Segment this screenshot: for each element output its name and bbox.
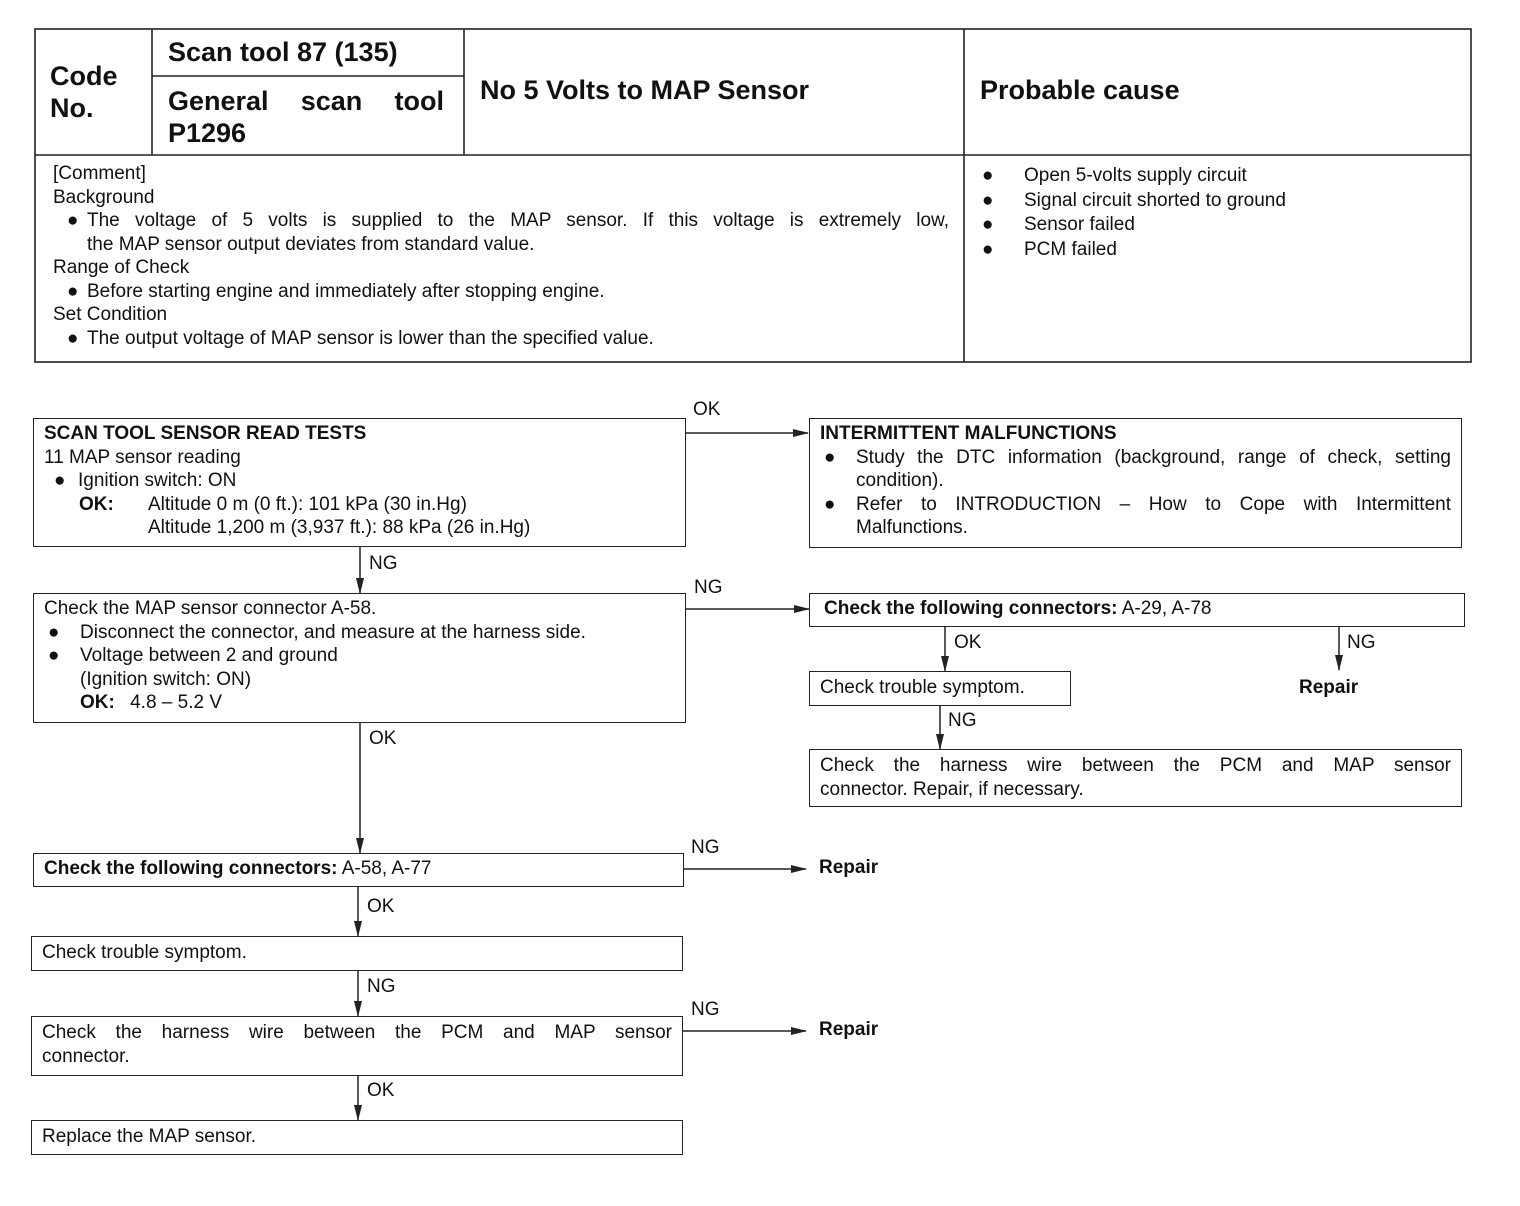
replace-map-sensor-text: Replace the MAP sensor. xyxy=(42,1126,257,1147)
left-trouble-symptom-text: Check trouble symptom. xyxy=(42,942,247,963)
ok-voltage-range: 4.8 – 5.2 V xyxy=(130,692,223,713)
scan-read-title: SCAN TOOL SENSOR READ TESTS xyxy=(44,423,367,444)
bullet: ● xyxy=(67,210,79,231)
ok-altitude-0: Altitude 0 m (0 ft.): 101 kPa (30 in.Hg) xyxy=(148,493,467,515)
right-repair: Repair xyxy=(1299,677,1359,698)
left-repair-1: Repair xyxy=(819,857,879,878)
bullet: ● xyxy=(54,470,66,491)
scan-tool-code: Scan tool 87 (135) xyxy=(168,37,398,67)
range-text: Before starting engine and immediately after stopping engine. xyxy=(87,280,605,302)
right-harness-wire-box xyxy=(809,749,1462,807)
connector-check-item-1 xyxy=(44,621,675,645)
scan-read-condition-text: Ignition switch: ON xyxy=(78,470,237,491)
general-scan-tool-code: General scan tool P1296 xyxy=(168,86,444,148)
connector-check-ok xyxy=(44,691,675,715)
label-ng: NG xyxy=(691,999,720,1020)
ok-label: OK: xyxy=(80,692,115,713)
bullet: ● xyxy=(982,214,994,235)
background-line-1: The voltage of 5 volts is supplied to the MAP sensor. If this voltage is extremely low, xyxy=(87,210,949,231)
label-ok: OK xyxy=(693,399,721,420)
label-ng: NG xyxy=(948,710,977,731)
connector-check-item-2 xyxy=(44,644,675,668)
ok-altitude-1200: Altitude 1,200 m (3,937 ft.): 88 kPa (26 in.Hg) xyxy=(148,517,531,538)
cause-text: Signal circuit shorted to ground xyxy=(1024,189,1286,211)
intermittent-item-2 xyxy=(820,493,1451,540)
bullet: ● xyxy=(48,645,60,666)
left-harness-wire-box xyxy=(31,1016,683,1076)
background-line-2: the MAP sensor output deviates from standard value. xyxy=(87,233,535,255)
probable-cause-heading: Probable cause xyxy=(980,75,1180,105)
connector-check-item-2-sub: (Ignition switch: ON) xyxy=(80,668,252,690)
label-ok: OK xyxy=(367,896,395,917)
cause-text: Open 5-volts supply circuit xyxy=(1024,165,1247,186)
label-ng: NG xyxy=(369,553,398,574)
intermittent-title: INTERMITTENT MALFUNCTIONS xyxy=(820,423,1117,444)
scan-read-ok-line-1 xyxy=(44,493,675,517)
replace-map-sensor-box xyxy=(31,1120,683,1155)
bullet: ● xyxy=(824,446,836,468)
intermittent-item-1-line-1: Study the DTC information (background, range of check, setting xyxy=(856,446,1451,468)
connector-check-item-2-text: Voltage between 2 and ground xyxy=(80,645,338,666)
bullet: ● xyxy=(48,621,60,643)
label-ok: OK xyxy=(954,632,982,653)
left-harness-line-2: connector. xyxy=(42,1045,130,1067)
range-heading: Range of Check xyxy=(53,257,190,278)
connector-check-title: Check the MAP sensor connector A-58. xyxy=(44,598,377,619)
left-connectors-value: A-58, A-77 xyxy=(341,858,432,879)
cause-text: PCM failed xyxy=(1024,238,1117,260)
label-ok: OK xyxy=(369,728,397,749)
cause-text: Sensor failed xyxy=(1024,214,1135,235)
scan-tool-sensor-read-box xyxy=(33,418,686,547)
label-ok: OK xyxy=(367,1080,395,1101)
label-ng: NG xyxy=(1347,632,1376,653)
right-harness-line-1: Check the harness wire between the PCM and MAP sensor xyxy=(820,755,1451,776)
bullet: ● xyxy=(982,238,994,260)
intermittent-malfunctions-box xyxy=(809,418,1462,548)
right-harness-line-2: connector. Repair, if necessary. xyxy=(820,778,1084,800)
bullet: ● xyxy=(824,493,836,515)
set-condition-text: The output voltage of MAP sensor is lower than the specified value. xyxy=(87,327,654,349)
left-harness-line-1: Check the harness wire between the PCM and MAP sensor xyxy=(42,1022,672,1043)
label-ng: NG xyxy=(694,577,723,598)
left-connectors-check-box xyxy=(33,853,684,887)
background-heading: Background xyxy=(53,186,155,208)
connector-check-item-1-text: Disconnect the connector, and measure at the harness side. xyxy=(80,621,586,643)
ok-label: OK: xyxy=(79,493,114,515)
intermittent-item-1 xyxy=(820,446,1451,493)
code-number-label: Code No. xyxy=(50,61,118,123)
bullet: ● xyxy=(67,327,79,349)
scan-read-item: 11 MAP sensor reading xyxy=(44,446,241,468)
dtc-title: No 5 Volts to MAP Sensor xyxy=(480,75,810,105)
right-connectors-check-box xyxy=(809,593,1465,627)
right-connectors-value: A-29, A-78 xyxy=(1121,598,1212,619)
intermittent-item-1-line-2: condition). xyxy=(856,470,944,491)
comment-tag: [Comment] xyxy=(53,163,146,184)
set-condition-heading: Set Condition xyxy=(53,304,168,325)
bullet: ● xyxy=(982,165,994,186)
left-trouble-symptom-box xyxy=(31,936,683,971)
bullet: ● xyxy=(982,189,994,211)
map-sensor-connector-check-box xyxy=(33,593,686,723)
intermittent-item-2-line-2: Malfunctions. xyxy=(856,517,968,538)
right-connectors-label: Check the following connectors: xyxy=(824,598,1118,619)
scan-read-condition xyxy=(44,469,675,493)
left-connectors-label: Check the following connectors: xyxy=(44,858,338,879)
label-ng: NG xyxy=(691,837,720,858)
bullet: ● xyxy=(67,280,79,302)
intermittent-item-2-line-1: Refer to INTRODUCTION – How to Cope with Intermittent xyxy=(856,493,1451,515)
left-repair-2: Repair xyxy=(819,1019,879,1040)
right-trouble-symptom-box xyxy=(809,671,1071,706)
right-trouble-symptom-text: Check trouble symptom. xyxy=(820,677,1025,698)
label-ng: NG xyxy=(367,976,396,997)
